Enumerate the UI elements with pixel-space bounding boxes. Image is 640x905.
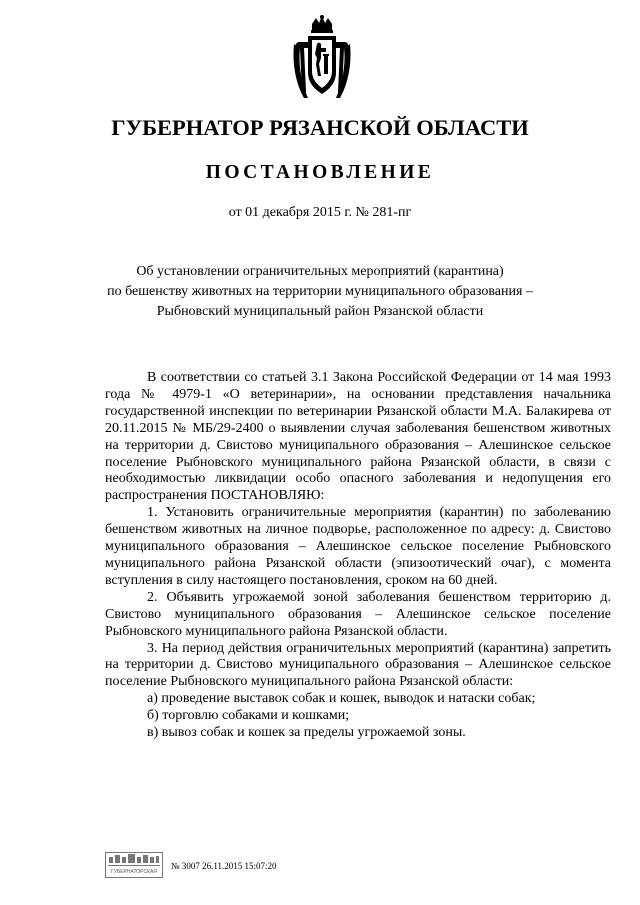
preamble-paragraph: В соответствии со статьей 3.1 Закона Российской Федерации от 14 мая 1993 года № 4979-1 «О ветеринарии», на основании представления начальника государственной инспекции по ветеринарии Рязанской области М.А. Балакирева от 20.11.2015 № МБ/29-2400 о выявлении случая заболевания бешенством животных на территории д. Свистово муниципального образования – Алешинское сельское поселение Рыбновского муниципального района Рязанской области, в связи с необходимостью ликвидации особо опасного заболевания и недопущения его распространения ПОСТАНОВЛЯЮ: [105,370,611,504]
clause-1: 1. Установить ограничительные мероприятия (карантин) по заболеванию бешенством животных на личное подворье, расположенное по адресу: д. Свистово муниципального образования – Алешинское сельское поселение Рыбновского муниципального района Рязанской области (эпизоотический очаг), с момента вступления в силу настоящего постановления, сроком на 60 дней. [105,505,611,588]
clause-3: 3. На период действия ограничительных мероприятий (карантина) запретить на территории д. Свистово муниципального образования – Алешинское сельское поселение Рыбновского муниципального района Рязанской области: [105,640,611,690]
subject-line: Об установлении ограничительных мероприятий (карантина) [136,264,504,279]
decree-date-number: от 01 декабря 2015 г. № 281-пг [228,205,412,220]
clause-2: 2. Объявить угрожаемой зоной заболевания бешенством территорию д. Свистово муниципального образования – Алешинское сельское поселение Рыбновского муниципального района Рязанской области. [105,589,611,639]
registration-number: № 3007 26.11.2015 15:07:20 [171,861,277,871]
authority-title: ГУБЕРНАТОР РЯЗАНСКОЙ ОБЛАСТИ [111,115,529,140]
stamp-caption: ГУБЕРНАТОРСКАЯ [111,869,157,875]
document-type: ПОСТАНОВЛЕНИЕ [205,162,435,183]
clause-3-item-b: б) торговлю собаками и кошками; [147,708,350,724]
subject-line: Рыбновский муниципальный район Рязанской области [156,304,484,319]
subject-line: по бешенству животных на территории муниципального образования – [107,284,533,299]
clause-3-item-a: а) проведение выставок собак и кошек, выводок и натаски собак; [147,691,536,707]
decree-body [105,370,611,742]
decree-subject [40,262,600,322]
coat-of-arms-icon [290,14,354,102]
registration-stamp-icon [105,852,163,878]
clause-3-item-c: в) вывоз собак и кошек за пределы угрожаемой зоны. [147,725,466,741]
